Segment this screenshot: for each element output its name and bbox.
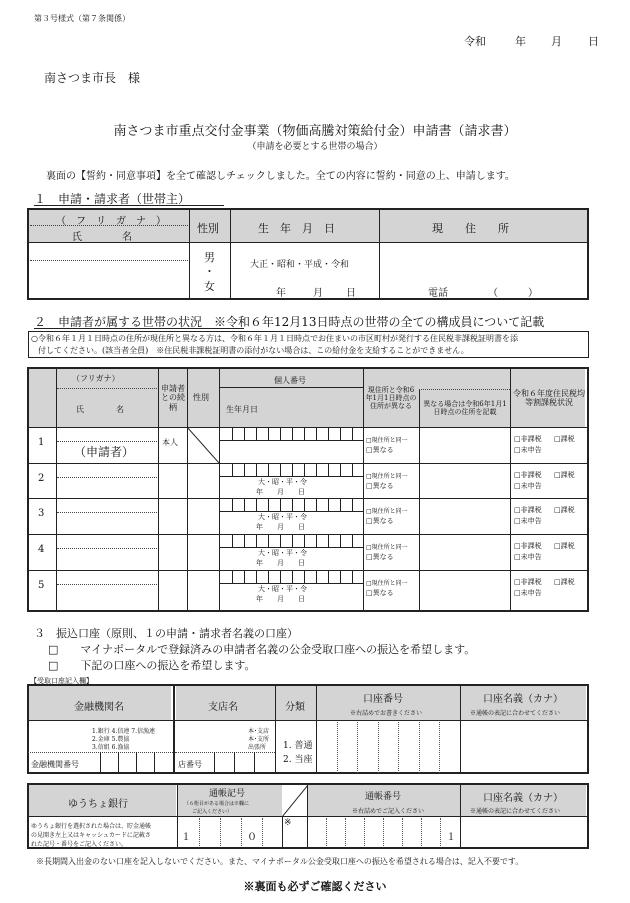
col-furigana: （フリガナ） <box>72 374 120 383</box>
col-tax-status: 令和６年度住民税均等割課税状況 <box>513 388 585 407</box>
gender-dot: ・ <box>204 265 215 278</box>
row-birth-ymd: 年 月 日 <box>256 559 305 567</box>
name-label: 氏 名 <box>72 232 132 243</box>
row-number: 2 <box>38 473 45 484</box>
form-number: 第３号様式（第７条関係） <box>34 14 130 23</box>
opt-non-taxable[interactable]: □非課税 <box>514 542 542 550</box>
row-birth-eras[interactable]: 大・昭・平・令 <box>258 549 307 557</box>
account-holder-label: 口座名義（カナ） <box>483 694 563 705</box>
phone-paren[interactable]: （ ） <box>488 288 538 299</box>
opt-undeclared[interactable]: □未申告 <box>514 482 542 490</box>
bank-option-mynaportal[interactable]: □ マイナポータルで登録済みの申請者名義の公金受取口座への振込を希望します。 <box>48 643 476 656</box>
opt-same-address[interactable]: □現住所と同一 <box>366 544 408 551</box>
opt-different-address[interactable]: □異なる <box>366 589 394 597</box>
opt-taxable[interactable]: □課税 <box>554 435 575 443</box>
passbook-number-note: ※右詰めでご記入ください <box>352 808 425 815</box>
section2-note-line1: ○令和６年１月１日時点の住所が現住所と異なる方は、令和６年１月１日時点でお住まいの市区町村が発行する住民税非課税証明書を添 <box>31 334 518 343</box>
opt-non-taxable[interactable]: □非課税 <box>514 435 542 443</box>
row-number: 5 <box>38 580 45 591</box>
birth-month: 月 <box>313 288 323 299</box>
col-addr-diff: 現住所と令和6年1月1日時点の住所が異なる <box>365 385 417 411</box>
opt-undeclared[interactable]: □未申告 <box>514 517 542 525</box>
bank-name-label: 金融機関名 <box>74 702 124 713</box>
row-number: 4 <box>38 544 45 555</box>
passbook-number-label: 通帳番号 <box>365 792 402 802</box>
back-note: ※裏面も必ずご確認ください <box>243 880 387 893</box>
birth-year: 年 <box>276 288 286 299</box>
row-birth-ymd: 年 月 日 <box>256 488 305 496</box>
yucho-note-3: れた記号・番号をご記入ください。 <box>31 841 128 848</box>
address-label: 現 住 所 <box>432 222 509 235</box>
row-birth-eras[interactable]: 大・昭・平・令 <box>258 585 307 593</box>
gender-slash <box>187 427 219 463</box>
footer-note: ※長期間入出金のない口座を記入しないでください。また、マイナポータル公金受取口座への振込を希望される場合は、記入不要です。 <box>36 857 524 866</box>
page-title: 南さつま市重点交付金事業（物価高騰対策給付金）申請書（請求書） <box>113 124 517 139</box>
account-type-ordinary[interactable]: 1. 普通 <box>283 741 313 751</box>
row-number: 1 <box>38 437 45 448</box>
gender-label: 性別 <box>197 222 219 235</box>
row-birth-ymd: 年 月 日 <box>256 595 305 603</box>
account-holder-note: ※通帳の表記に合わせてください <box>470 710 561 717</box>
opt-same-address[interactable]: □現住所と同一 <box>366 508 408 515</box>
bank-types-2: 2.金庫 5.農協 <box>92 736 130 743</box>
account-section-label: 【受取口座記入欄】 <box>30 677 93 685</box>
passbook-symbol-label: 通帳記号 <box>209 789 246 799</box>
account-number-note: ※右詰めでお書きください <box>350 710 423 717</box>
section2-note-line2: 付してください。(該当者全員) ※住民税非課税証明書の添付がない場合は、この給付金を支給することができません。 <box>38 346 469 355</box>
yucho-label: ゆうちょ銀行 <box>68 799 128 810</box>
branch-types-3: 出張所 <box>248 744 267 751</box>
opt-taxable[interactable]: □課税 <box>554 578 575 586</box>
birth-day: 日 <box>346 288 356 299</box>
yucho-holder-label: 口座名義（カナ） <box>483 793 563 804</box>
yucho-note-1: ゆうちょ銀行を選択された場合は、貯金通帳 <box>31 823 152 830</box>
intro-text: 裏面の【誓約・同意事項】を全て確認しチェックしました。全ての内容に誓約・同意の上、申請します。 <box>46 171 515 182</box>
passbook-number-last-digit: １ <box>446 832 456 843</box>
opt-same-address[interactable]: □現住所と同一 <box>366 580 408 587</box>
row-number: 3 <box>38 508 45 519</box>
section2-heading: ２ 申請者が属する世帯の状況 ※令和６年12月13日時点の世帯の全ての構成員について記載 <box>34 315 545 329</box>
row-birth-eras[interactable]: 大・昭・平・令 <box>258 478 307 486</box>
yucho-note-2: の見開き左上又はキャッシュカードに記載さ <box>31 832 151 839</box>
date-era: 令和 <box>464 35 486 48</box>
opt-different-address[interactable]: □異なる <box>366 482 394 490</box>
bank-code-label: 金融機関番号 <box>31 760 79 769</box>
row-birth-ymd: 年 月 日 <box>256 523 305 531</box>
account-type-label: 分類 <box>285 702 305 713</box>
phone-label: 電話 <box>428 288 448 299</box>
branch-name-label: 支店名 <box>208 702 238 713</box>
passbook-symbol-note1: （６桁目がある場合は※欄に <box>184 801 250 807</box>
applicant-name: （申請者） <box>74 445 135 459</box>
bank-types-3: 3.信組 6.漁協 <box>92 744 130 751</box>
passbook-symbol-note2: ご記入ください） <box>192 809 233 815</box>
col-birth: 生年月日 <box>226 405 258 414</box>
opt-undeclared[interactable]: □未申告 <box>514 446 542 454</box>
birth-label: 生 年 月 日 <box>258 222 335 235</box>
date-day: 日 <box>588 35 599 48</box>
account-number-label: 口座番号 <box>363 694 403 705</box>
opt-different-address[interactable]: □異なる <box>366 553 394 561</box>
branch-code-label: 店番号 <box>178 760 202 769</box>
passbook-symbol-zero: ０ <box>247 832 257 843</box>
bank-types-1: 1.銀行 4.信連 7.信漁連 <box>92 728 155 735</box>
opt-taxable[interactable]: □課税 <box>554 542 575 550</box>
col-addr-prev: 異なる場合は令和6年1月1日時点の住所を記載 <box>423 399 507 416</box>
opt-same-address[interactable]: □現住所と同一 <box>366 437 408 444</box>
opt-non-taxable[interactable]: □非課税 <box>514 506 542 514</box>
col-relation: 申請者との続柄 <box>161 384 185 412</box>
passbook-symbol-asterisk: ※ <box>284 818 292 828</box>
branch-types-1: 本･支店 <box>248 728 270 735</box>
gender-female[interactable]: 女 <box>204 280 215 293</box>
date-month: 月 <box>551 35 562 48</box>
yucho-holder-note: ※通帳の表記に合わせてください <box>470 808 561 815</box>
account-type-current[interactable]: 2. 当座 <box>283 755 313 765</box>
col-id: 個人番号 <box>274 376 306 385</box>
page-subtitle: （申請を必要とする世帯の場合） <box>247 142 383 152</box>
opt-different-address[interactable]: □異なる <box>366 446 394 454</box>
bank-option-other[interactable]: □ 下記の口座への振込を希望します。 <box>48 659 256 672</box>
addressee: 南さつま市長 様 <box>44 71 141 85</box>
branch-types-2: 本･支所 <box>248 736 270 743</box>
opt-undeclared[interactable]: □未申告 <box>514 589 542 597</box>
passbook-symbol-first-digit: １ <box>181 832 191 843</box>
row-birth-eras[interactable]: 大・昭・平・令 <box>258 513 307 521</box>
opt-same-address[interactable]: □現住所と同一 <box>366 473 408 480</box>
col-name: 氏 名 <box>76 405 124 414</box>
opt-undeclared[interactable]: □未申告 <box>514 553 542 561</box>
yucho-slash <box>282 785 308 817</box>
section1-heading: １ 申請・請求者（世帯主） <box>34 192 191 206</box>
applicant-relation: 本人 <box>162 438 178 447</box>
opt-taxable[interactable]: □課税 <box>554 471 575 479</box>
opt-non-taxable[interactable]: □非課税 <box>514 471 542 479</box>
furigana-label: （ フ リ ガ ナ ） <box>56 216 166 227</box>
opt-different-address[interactable]: □異なる <box>366 517 394 525</box>
section3-heading: ３ 振込口座（原則、１の申請・請求者名義の口座） <box>34 627 298 640</box>
opt-non-taxable[interactable]: □非課税 <box>514 578 542 586</box>
birth-eras[interactable]: 大正・昭和・平成・令和 <box>250 260 350 270</box>
gender-male[interactable]: 男 <box>204 251 215 264</box>
col-gender: 性別 <box>193 393 209 402</box>
date-year: 年 <box>515 35 526 48</box>
opt-taxable[interactable]: □課税 <box>554 506 575 514</box>
